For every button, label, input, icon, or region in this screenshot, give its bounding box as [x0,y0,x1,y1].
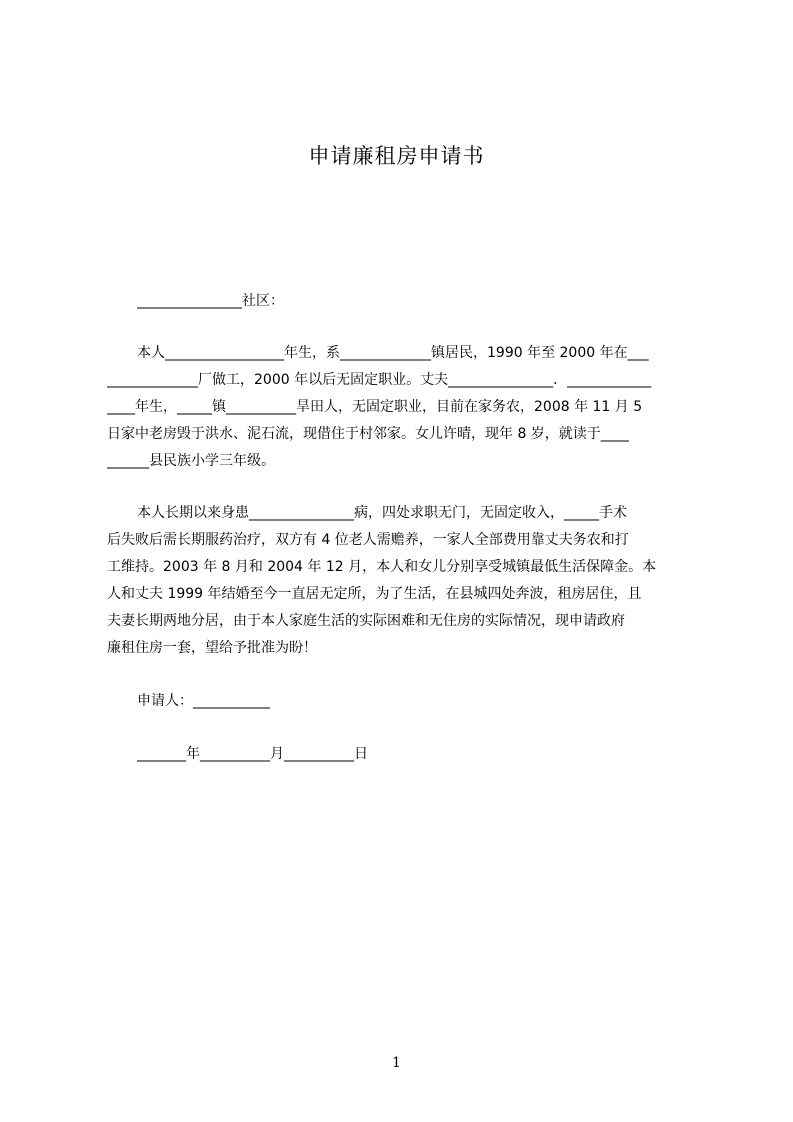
paragraph2-line: 夫妻长期两地分居，由于本人家庭生活的实际困难和无住房的实际情况，现申请政府 [107,613,625,629]
applicant-signature-line: 申请人：___________ [137,693,270,709]
paragraph2-line: 人和丈夫 1999 年结婚至今一直居无定所，为了生活，在县城四处奔波，租房居住，且 [107,586,642,602]
paragraph1-line: 日家中老房毁于洪水、泥石流，现借住于村邻家。女儿许晴，现年 8 岁，就读于____ [107,426,629,442]
paragraph1-line: _____________厂做工，2000 年以后无固定职业。丈夫_______________．____________ [107,372,652,388]
paragraph1-line: ____年生，_____镇__________旱田人，无固定职业，目前在家务农，2008 年 11 月 5 [107,399,643,415]
paragraph2-line: 工维持。2003 年 8 月和 2004 年 12 月，本人和女儿分别享受城镇最低生活保障金。本 [107,559,657,575]
salutation: _______________社区： [137,293,284,309]
paragraph1-line: ______县民族小学三年级。 [107,453,275,469]
paragraph2-line: 廉租住房一套，望给予批准为盼！ [107,640,317,656]
document-title: 申请廉租房申请书 [308,144,485,168]
paragraph1-line: 本人_________________年生，系_____________镇居民，1990 年至 2000 年在___ [137,345,649,361]
paragraph2-line: 后失败后需长期服药治疗，双方有 4 位老人需赡养，一家人全部费用靠丈夫务农和打 [107,532,629,548]
paragraph2-line: 本人长期以来身患_______________病，四处求职无门，无固定收入，_____手术 [137,505,627,521]
page-number: 1 [392,1055,401,1071]
date-line: _______年__________月__________日 [137,746,368,762]
